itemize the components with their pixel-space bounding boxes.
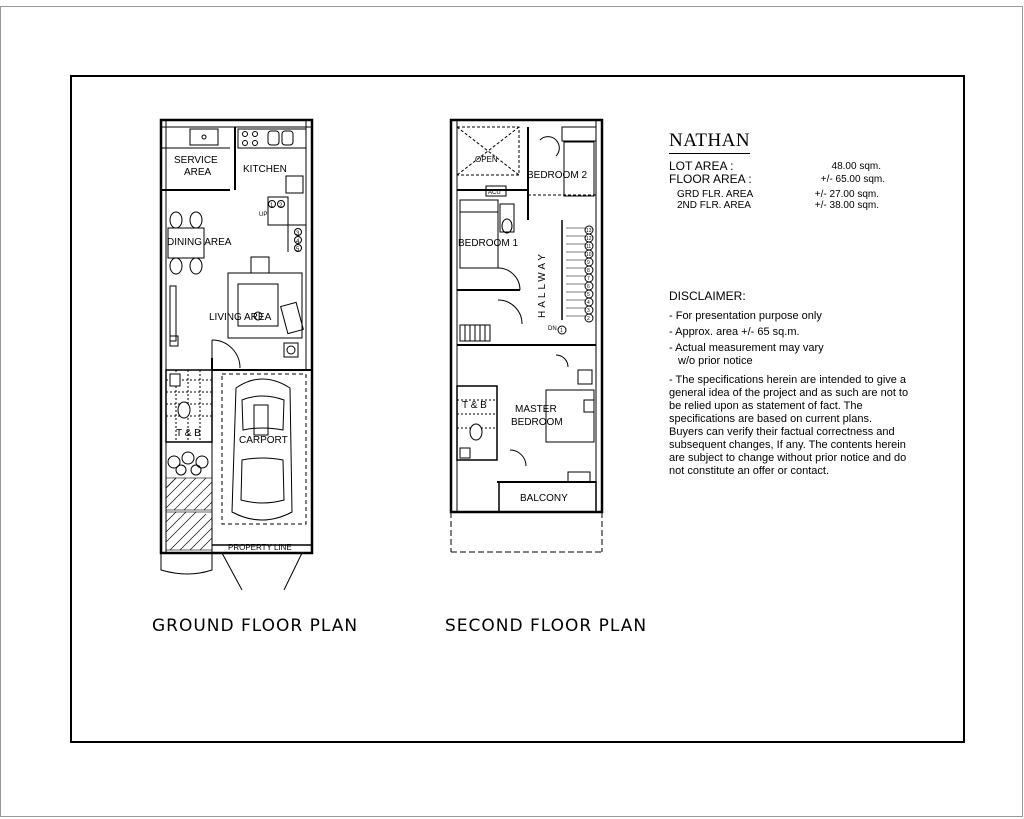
- ground-outer-walls: [161, 120, 312, 553]
- disclaimer-paragraph: - The specifications herein are intended to give a general idea of the project and as such are not to be relied upon as statement of fact. The specifications are based on current plans. Buyers can verify their factual correctness and subsequent changes, If any. The contents herein are subject to change without prior notice and do not constitute an offer or contact.: [669, 374, 909, 477]
- ground-step-4: 4: [296, 239, 300, 245]
- second-plan-labels: [458, 155, 592, 504]
- second-step-4: 4: [587, 300, 590, 306]
- bed2-icon: [564, 142, 594, 196]
- second-step-11: 11: [586, 244, 592, 250]
- paving-hatch: [166, 478, 212, 550]
- second-step-13: 13: [586, 228, 592, 234]
- grd-area-row: [669, 189, 909, 200]
- second-area-row: [669, 200, 909, 211]
- bedroom1-label: BEDROOM 1: [458, 238, 519, 249]
- acu-icon: [284, 343, 298, 357]
- tb-label: T & B: [176, 428, 201, 439]
- floor-area-row: [669, 173, 909, 186]
- ground-step-1: 1: [270, 203, 274, 209]
- disclaimer-item: - Actual measurement may vary: [669, 342, 824, 354]
- bed1-icon: [460, 200, 498, 268]
- disclaimer-item: - For presentation purpose only: [669, 310, 822, 322]
- second-step-6: 6: [587, 284, 590, 290]
- master-label-1: MASTER: [515, 404, 557, 415]
- second-step-3: 3: [587, 308, 590, 314]
- fridge-icon: [286, 176, 303, 193]
- second-step-9: 9: [587, 260, 590, 266]
- second-step-7: 7: [587, 276, 590, 282]
- service-label-1: SERVICE: [174, 155, 218, 166]
- stair-up-label: UP: [259, 212, 268, 218]
- ground-step-2: 2: [279, 203, 283, 209]
- project-name: NATHAN: [669, 130, 750, 154]
- service-label-2: AREA: [184, 167, 212, 178]
- second-floor-caption: SECOND FLOOR PLAN: [445, 616, 648, 636]
- title-block: [669, 130, 909, 211]
- disclaimer-block: [669, 290, 909, 478]
- ground-floor-plan: [161, 120, 312, 590]
- ground-step-3: 3: [296, 231, 300, 237]
- second-area-value: +/- 38.00 sqm.: [814, 200, 879, 211]
- bed2-door: [540, 137, 559, 156]
- grd-area-label: GRD FLR. AREA: [677, 189, 754, 200]
- stair-down-label: DN: [548, 326, 557, 332]
- second-step-5: 5: [587, 292, 590, 298]
- grd-area-value: +/- 27.00 sqm.: [814, 189, 879, 200]
- bedroom2-label: BEDROOM 2: [527, 170, 588, 181]
- second-area-label: 2ND FLR. AREA: [677, 200, 751, 211]
- second-step-1: 1: [560, 328, 563, 334]
- tb-label-2: T & B: [462, 400, 487, 411]
- lot-area-label: LOT AREA :: [669, 159, 734, 173]
- hallway-label: HALLWAY: [537, 251, 548, 318]
- floor-area-label: FLOOR AREA :: [669, 172, 752, 186]
- second-step-2: 2: [587, 316, 590, 322]
- second-step-10: 10: [586, 252, 592, 258]
- second-floor-plan: [451, 120, 602, 552]
- master-bed-icon: [546, 390, 594, 442]
- second-step-8: 8: [587, 268, 590, 274]
- master-label-2: BEDROOM: [511, 417, 563, 428]
- ground-plan-labels: [167, 155, 300, 552]
- floor-area-value: +/- 65.00 sqm.: [820, 174, 885, 185]
- disclaimer-item: w/o prior notice: [678, 355, 753, 367]
- ground-floor-caption: GROUND FLOOR PLAN: [152, 616, 359, 636]
- car-icon: [232, 379, 292, 520]
- stair-core: [268, 197, 288, 225]
- ground-step-5: 5: [296, 247, 300, 253]
- living-label: LIVING AREA: [209, 312, 272, 323]
- second-step-12: 12: [586, 236, 592, 242]
- dining-label: DINING AREA: [167, 237, 232, 248]
- kitchen-label: KITCHEN: [243, 164, 287, 175]
- toilet-icon: [178, 402, 190, 418]
- toilet-icon-2: [470, 424, 482, 440]
- property-line-label: PROPERTY LINE: [228, 543, 292, 552]
- carport-label: CARPORT: [239, 435, 288, 446]
- sink-icon: [190, 129, 218, 145]
- lot-area-value: 48.00 sqm.: [831, 161, 881, 172]
- living-sofa-icon: [228, 257, 303, 338]
- disclaimer-heading: DISCLAIMER:: [669, 289, 746, 303]
- planter-icon: [168, 452, 208, 475]
- tv-cabinet-icon: [170, 286, 176, 341]
- open-label: OPEN: [475, 155, 498, 164]
- disclaimer-item: - Approx. area +/- 65 sq.m.: [669, 326, 800, 338]
- door-swing: [212, 340, 240, 368]
- balcony-label: BALCONY: [520, 493, 568, 504]
- acu-label: ACU: [488, 190, 501, 196]
